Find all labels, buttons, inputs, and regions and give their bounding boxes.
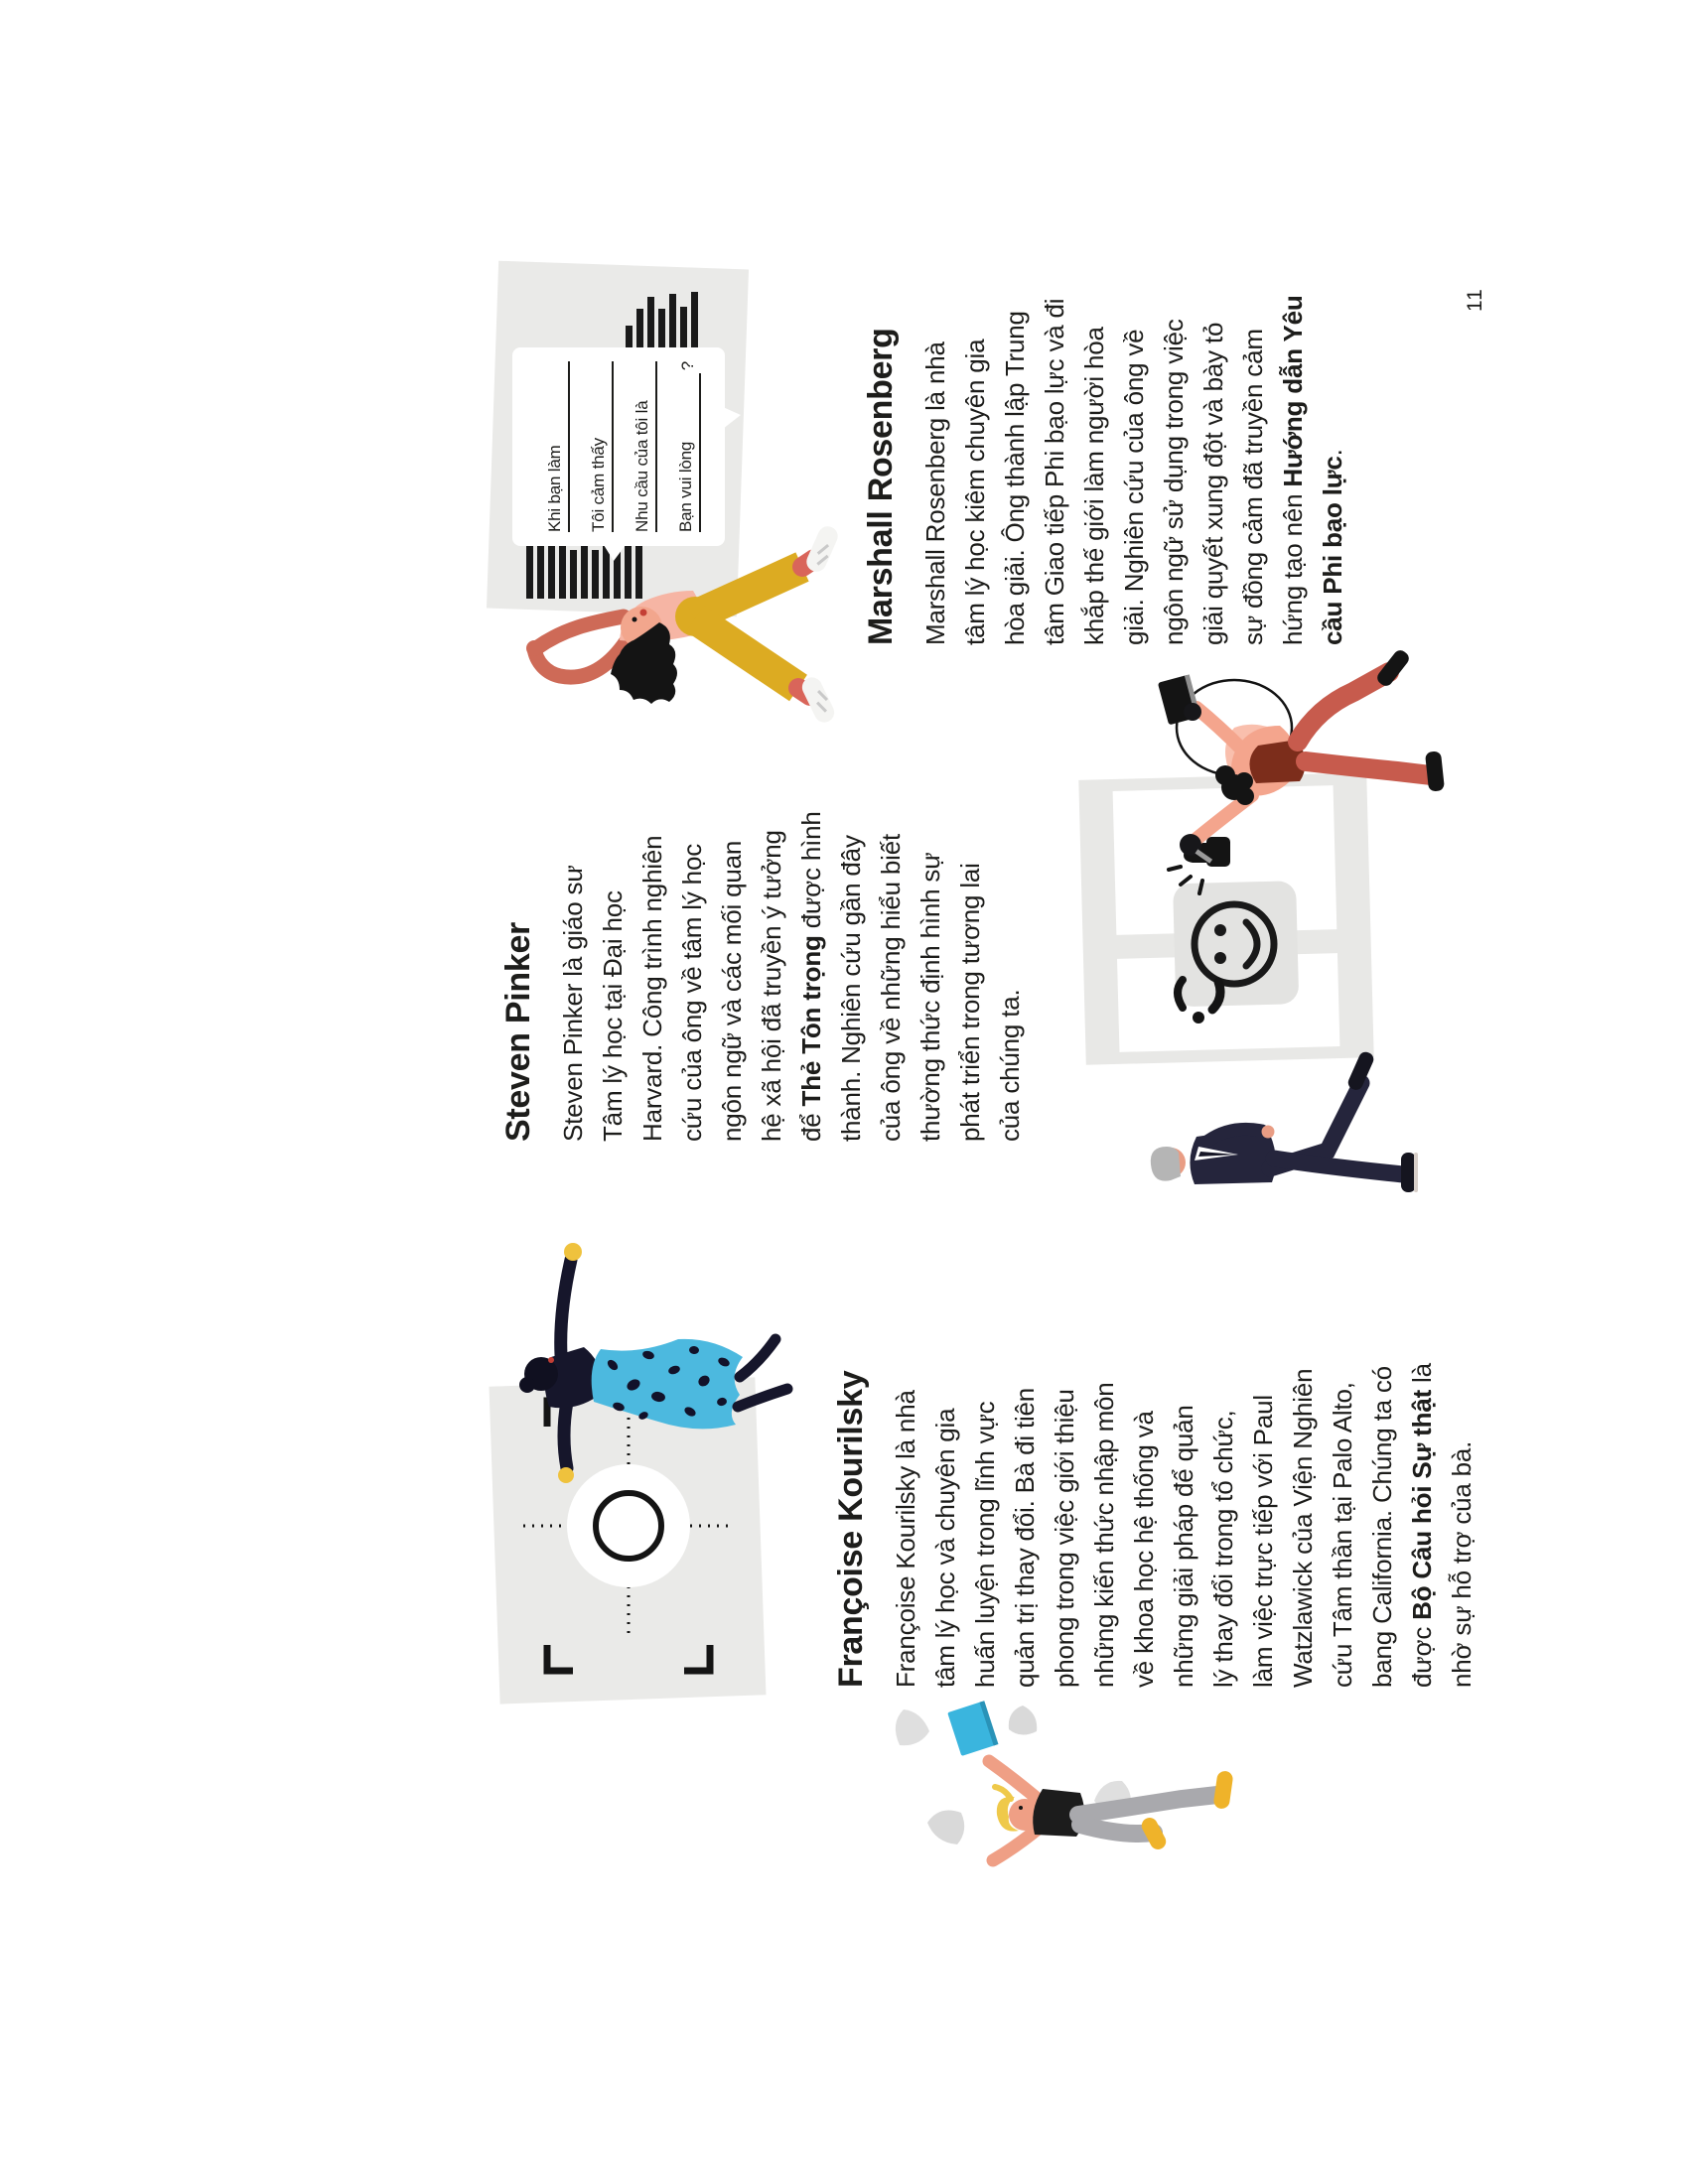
heading-steven-pinker: Steven Pinker <box>499 922 537 1142</box>
bio-paragraph-steven: Steven Pinker là giáo sư Tâm lý học tại Đại học Harvard. Công trình nghiên cứu của ông về tâm lý học ngôn ngữ và các mối quan hệ xã hội đã truyền ý tưởng để Thẻ Tôn trọng được hình thành. Nghiên cứu gần đây của ông về những hiểu biết thường thức định hình sự phát triển trong tương lai của chúng ta. <box>558 811 1025 1142</box>
illustration-viewfinder-card <box>490 1228 817 1705</box>
person-arms <box>526 616 626 677</box>
illustration-feedback-board <box>1067 640 1465 1216</box>
papers-scene-figures <box>884 1678 1281 1886</box>
lower-hand <box>558 1467 574 1483</box>
person-eye <box>633 617 637 622</box>
section-francoise-kourilsky <box>832 1363 1481 1688</box>
jumping-man-figure <box>1158 647 1445 863</box>
suit-man-figure <box>1151 1049 1418 1192</box>
lens-white-circle <box>567 1464 690 1587</box>
lips <box>548 1357 554 1363</box>
paper-tosser-figure <box>989 1761 1234 1860</box>
section-steven-pinker <box>499 811 1030 1142</box>
illustration-person-tossing-papers <box>884 1678 1281 1886</box>
bubble-form-row: Tôi cảm thấy <box>570 361 614 532</box>
bubble-form-row: Bạn vui lòng ? <box>657 361 701 532</box>
illustration-nvc-poster <box>485 253 852 740</box>
dancing-woman-figure <box>519 1243 787 1483</box>
cyan-book <box>947 1701 998 1756</box>
page-number: 11 <box>1464 288 1486 312</box>
leg-left <box>738 1389 787 1407</box>
heading-francoise-kourilsky: Françoise Kourilsky <box>832 1370 870 1688</box>
raised-hand <box>564 1243 582 1261</box>
blue-spotted-dress <box>592 1339 743 1430</box>
bio-paragraph-marshall: Marshall Rosenberg là nhà tâm lý học kiêm chuyên gia hòa giải. Ông thành lập Trung tâm Giao tiếp Phi bạo lực và đi khắp thế giới làm người hòa giải. Nghiên cứu của ông về ngôn ngữ sử dụng trong việc giải quyết xung đột và bày tỏ sự đồng cảm đã truyền cảm hứng tạo nên Hướng dẫn Yêu cầu Phi bạo lực. <box>920 295 1347 645</box>
camera-scene-figures <box>490 1228 817 1705</box>
person-leg-left <box>695 618 798 688</box>
heading-marshall-rosenberg: Marshall Rosenberg <box>862 328 900 645</box>
bubble-form-row: Nhu cầu của tôi là <box>614 361 657 532</box>
sitting-person-figure <box>485 253 852 740</box>
yellow-shoe-1 <box>1212 1770 1233 1810</box>
section-marshall-rosenberg <box>862 295 1352 645</box>
bubble-form-row: Khi bạn làm <box>526 361 570 532</box>
smiley-face-icon <box>1195 904 1274 984</box>
board-scene-figures <box>1067 640 1465 1216</box>
bio-paragraph-francoise: Françoise Kourilsky là nhà tâm lý học và chuyên gia huấn luyện trong lĩnh vực quản trị thay đổi. Bà đi tiên phong trong việc giới thiệu những kiến thức nhập môn về khoa học hệ thống và những giải pháp để quản lý thay đổi trong tổ chức, làm việc trực tiếp với Paul Watzlawick của Viện Nghiên cứu Tâm thần tại Palo Alto, bang California. Chúng ta có được Bộ Câu hỏi Sự thật là nhờ sự hỗ trợ của bà. <box>891 1363 1477 1688</box>
eye <box>1019 1806 1023 1810</box>
leg-right <box>740 1339 775 1377</box>
shrug-icon <box>1178 980 1220 1024</box>
person-lips <box>640 610 647 616</box>
